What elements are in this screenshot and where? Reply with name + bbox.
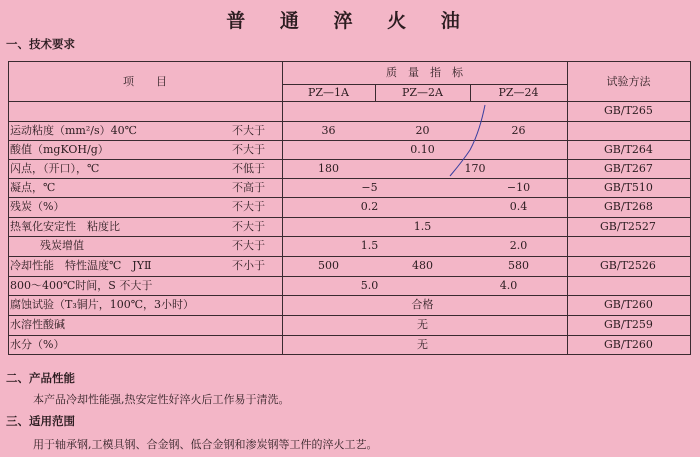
header-pz2a: PZ—2A <box>402 86 443 99</box>
row-item: 闪点，（开口），℃ <box>10 162 100 175</box>
scope-text: 用于轴承钢,工模具钢、合金钢、低合金钢和渗炭钢等工件的淬火工艺。 <box>33 438 378 451</box>
row-value-pz2a: 无 <box>417 318 428 331</box>
row-method: GB/T2527 <box>600 220 656 233</box>
row-value-pz24: 2.0 <box>509 239 528 252</box>
row-cond: 不大于 <box>232 143 265 156</box>
row-value-pz1a: 5.0 <box>360 279 379 292</box>
row-method: GB/T259 <box>604 318 653 331</box>
row-value-pz24: 580 <box>508 259 529 272</box>
row-value-pz24: 0.4 <box>509 200 528 213</box>
section-heading-performance: 二、产品性能 <box>6 371 75 385</box>
row-value-pz2a: 20 <box>415 124 430 137</box>
row-method: GB/T264 <box>604 143 653 156</box>
header-quality: 质 量 指 标 <box>386 66 463 79</box>
row-value-pz1a: 500 <box>318 259 339 272</box>
row-value-pz2a: 合格 <box>411 298 434 311</box>
performance-text: 本产品冷却性能强,热安定性好淬火后工作易于清洗。 <box>33 393 290 406</box>
row-item: 凝点，℃ <box>10 181 56 194</box>
row-item: 800～400℃时间，S 不大于 <box>10 279 153 292</box>
header-item: 项 目 <box>123 75 167 88</box>
row-value-pz1a: 36 <box>321 124 336 137</box>
row-value-pz24: 170 <box>464 162 486 175</box>
row-method: GB/T267 <box>604 162 653 175</box>
row-method: GB/T510 <box>604 181 653 194</box>
row-method: GB/T2526 <box>600 259 656 272</box>
row-value-pz1a: 180 <box>318 162 339 175</box>
row-cond: 不低于 <box>232 162 265 175</box>
section-heading-scope: 三、适用范围 <box>6 414 75 428</box>
row-method: GB/T260 <box>604 298 653 311</box>
row-cond: 不大于 <box>232 239 265 252</box>
row-value-pz24: 26 <box>511 124 526 137</box>
row-item: 残炭增值 <box>40 239 84 252</box>
header-pz1a: PZ—1A <box>308 86 349 99</box>
row-item: 残炭（%） <box>10 200 65 213</box>
header-method: 试验方法 <box>606 75 651 88</box>
row-value-pz2a: −5 <box>361 181 378 194</box>
row-item: 运动粘度（mm²/s）40℃ <box>10 124 137 137</box>
pen-mark <box>440 100 500 180</box>
row-cond: 不高于 <box>232 181 265 194</box>
header-pz24: PZ—24 <box>498 86 539 99</box>
row-value-pz2a: 无 <box>417 338 428 351</box>
row-item: 腐蚀试验（T₃铜片，100℃，3小时） <box>10 298 195 311</box>
row-item: 酸值（mgKOH/g） <box>10 143 109 156</box>
row-item: 冷却性能 特性温度℃ JYⅡ <box>10 259 152 272</box>
row-item: 热氧化安定性 粘度比 <box>10 220 120 233</box>
page-title: 普 通 淬 火 油 <box>226 10 474 32</box>
row-cond: 不大于 <box>232 124 265 137</box>
row-value-pz24: −10 <box>506 181 531 194</box>
row-item: 水溶性酸碱 <box>10 318 65 331</box>
row-value-pz2a: 1.5 <box>413 220 432 233</box>
row-cond: 不小于 <box>232 259 265 272</box>
row-method: GB/T260 <box>604 338 653 351</box>
row-value-pz1a: 1.5 <box>360 239 379 252</box>
row-cond: 不大于 <box>232 220 265 233</box>
method-cell: GB/T265 <box>604 104 653 117</box>
section-heading-tech-requirements: 一、技术要求 <box>6 37 75 51</box>
row-value-pz2a: 0.10 <box>410 143 435 156</box>
row-method: GB/T268 <box>604 200 653 213</box>
row-item: 水分（%） <box>10 338 65 351</box>
row-cond: 不大于 <box>232 200 265 213</box>
row-value-pz24: 4.0 <box>499 279 518 292</box>
row-value-pz2a: 480 <box>412 259 433 272</box>
row-value-pz1a: 0.2 <box>360 200 379 213</box>
